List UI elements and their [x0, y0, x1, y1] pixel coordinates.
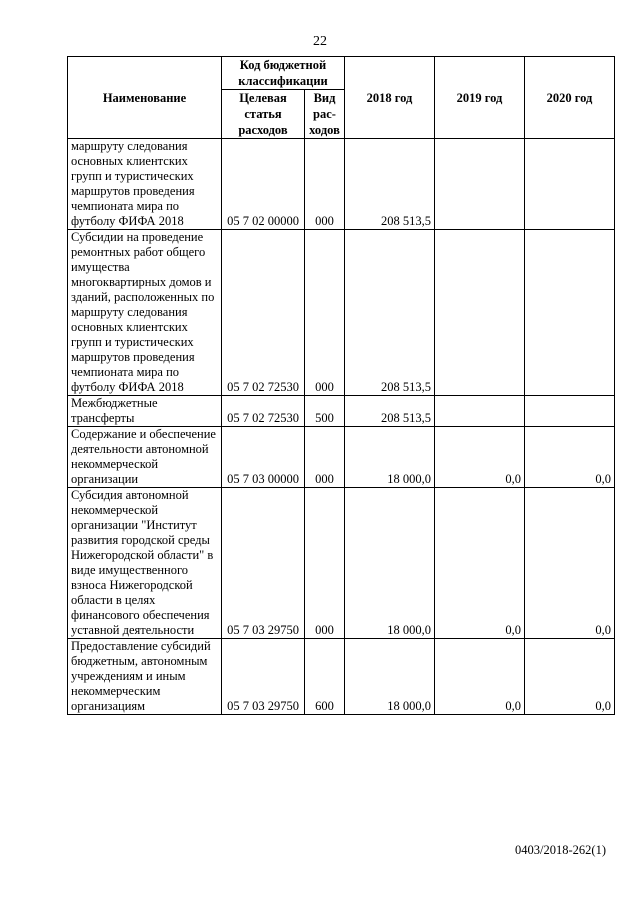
row-2020: [525, 230, 615, 396]
row-name: Предоставление субсидий бюджетным, автономным учреждениям и иным некоммерческим организациям: [68, 639, 222, 715]
row-target-article: 05 7 02 72530: [222, 230, 305, 396]
row-expense-kind: 000: [305, 139, 345, 230]
row-2020: 0,0: [525, 488, 615, 639]
table-row: [68, 139, 615, 230]
row-name: Межбюджетные трансферты: [68, 396, 222, 427]
document-code: 0403/2018-262(1): [515, 843, 606, 857]
row-2018: 208 513,5: [345, 230, 435, 396]
row-name: Субсидия автономной некоммерческой организации "Институт развития городской среды Нижегородской области" в виде имущественного взноса Нижегородской области в целях финансового обеспечения уставной деятельности: [68, 488, 222, 639]
table-row: [68, 396, 615, 427]
row-target-article: 05 7 02 72530: [222, 396, 305, 427]
row-2019: [435, 230, 525, 396]
row-2019: [435, 139, 525, 230]
row-target-article: 05 7 02 00000: [222, 139, 305, 230]
row-2019: [435, 396, 525, 427]
row-expense-kind: 600: [305, 639, 345, 715]
header-name: Наименование: [68, 57, 222, 139]
row-2020: 0,0: [525, 427, 615, 488]
row-2019: 0,0: [435, 639, 525, 715]
row-2018: 18 000,0: [345, 488, 435, 639]
row-2019: 0,0: [435, 427, 525, 488]
table-header: [68, 57, 615, 139]
header-code-group: Код бюджетной классификации: [222, 57, 345, 90]
row-expense-kind: 000: [305, 427, 345, 488]
row-expense-kind: 000: [305, 488, 345, 639]
header-expense-kind: Вид рас-ходов: [305, 90, 345, 139]
row-expense-kind: 000: [305, 230, 345, 396]
table-row: [68, 230, 615, 396]
table-row: [68, 639, 615, 715]
row-target-article: 05 7 03 00000: [222, 427, 305, 488]
row-2020: [525, 139, 615, 230]
header-2020: 2020 год: [525, 57, 615, 139]
row-2018: 208 513,5: [345, 139, 435, 230]
row-2018: 18 000,0: [345, 427, 435, 488]
row-2019: 0,0: [435, 488, 525, 639]
header-target-article: Целевая статья расходов: [222, 90, 305, 139]
row-target-article: 05 7 03 29750: [222, 639, 305, 715]
row-name: маршруту следования основных клиентских групп и туристических маршрутов проведения чемпионата мира по футболу ФИФА 2018: [68, 139, 222, 230]
row-2018: 208 513,5: [345, 396, 435, 427]
row-name: Содержание и обеспечение деятельности автономной некоммерческой организации: [68, 427, 222, 488]
page-number: 22: [313, 34, 327, 49]
header-2018: 2018 год: [345, 57, 435, 139]
row-2020: [525, 396, 615, 427]
row-2020: 0,0: [525, 639, 615, 715]
row-expense-kind: 500: [305, 396, 345, 427]
row-target-article: 05 7 03 29750: [222, 488, 305, 639]
table-row: [68, 427, 615, 488]
row-2018: 18 000,0: [345, 639, 435, 715]
row-name: Субсидии на проведение ремонтных работ общего имущества многоквартирных домов и зданий, расположенных по маршруту следования основных клиентских групп и туристических маршрутов проведения чемпионата мира по футболу ФИФА 2018: [68, 230, 222, 396]
header-2019: 2019 год: [435, 57, 525, 139]
budget-table: [67, 56, 615, 715]
table-row: [68, 488, 615, 639]
